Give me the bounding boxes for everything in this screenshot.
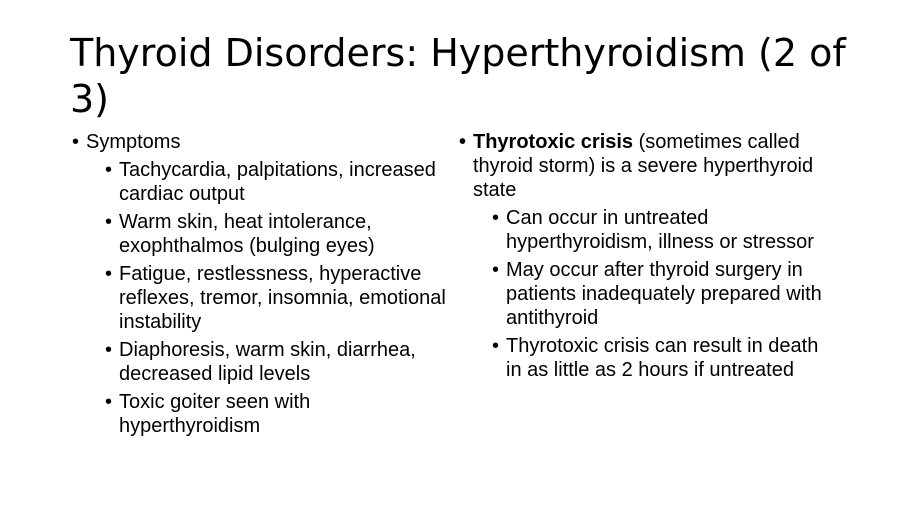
slide-title: Thyroid Disorders: Hyperthyroidism (2 of 3) [70, 31, 846, 121]
list-item [72, 262, 452, 334]
bullet-icon: • [459, 131, 467, 153]
bullet-icon: • [105, 263, 113, 285]
thyrotoxic-crisis-term: Thyrotoxic crisis [473, 131, 634, 153]
list-item [72, 210, 452, 258]
symptoms-heading-text: Symptoms [86, 131, 181, 153]
list-item [459, 206, 839, 254]
bullet-icon: • [492, 335, 500, 357]
right-column [459, 130, 839, 386]
symptoms-heading [72, 130, 452, 154]
list-item [72, 338, 452, 386]
bullet-icon: • [105, 391, 113, 413]
list-item [459, 258, 839, 330]
list-item-text: Toxic goiter seen with hyperthyroidism [119, 391, 311, 437]
list-item-text: Can occur in untreated hyperthyroidism, illness or stressor [506, 207, 814, 253]
bullet-icon: • [72, 131, 80, 153]
thyrotoxic-crisis-definition: (sometimes called thyroid storm) is a severe hyperthyroid state [473, 131, 814, 201]
list-item [72, 158, 452, 206]
list-item-text: Diaphoresis, warm skin, diarrhea, decreased lipid levels [119, 339, 416, 385]
left-column [72, 130, 452, 442]
list-item [72, 390, 452, 438]
list-item-text: Thyrotoxic crisis can result in death in as little as 2 hours if untreated [506, 335, 819, 381]
list-item-text: May occur after thyroid surgery in patients inadequately prepared with antithyroid [506, 259, 822, 329]
bullet-icon: • [492, 207, 500, 229]
list-item-text: Fatigue, restlessness, hyperactive reflexes, tremor, insomnia, emotional instability [119, 263, 446, 333]
list-item-text: Tachycardia, palpitations, increased cardiac output [119, 159, 436, 205]
thyrotoxic-crisis-heading [459, 130, 839, 202]
bullet-icon: • [105, 339, 113, 361]
list-item [459, 334, 839, 382]
bullet-icon: • [492, 259, 500, 281]
bullet-icon: • [105, 211, 113, 233]
bullet-icon: • [105, 159, 113, 181]
list-item-text: Warm skin, heat intolerance, exophthalmos (bulging eyes) [119, 211, 375, 257]
